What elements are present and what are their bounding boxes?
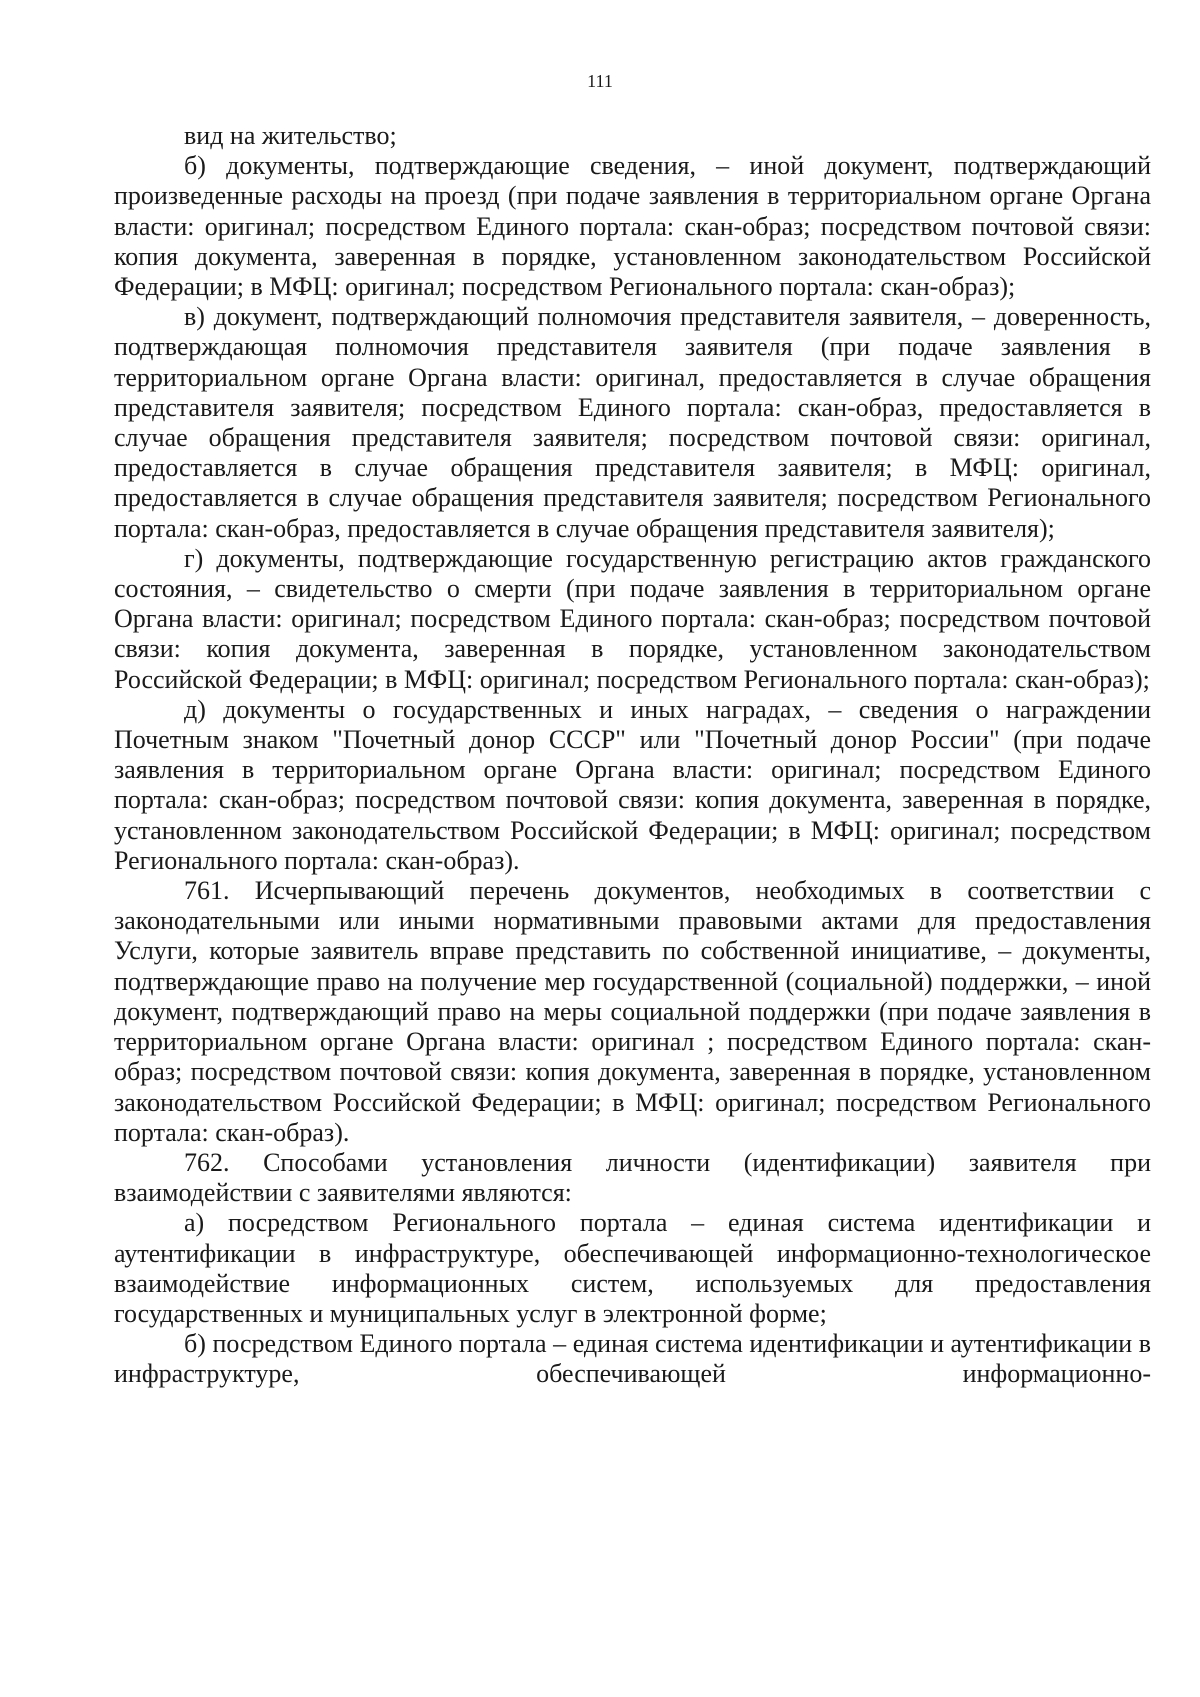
paragraph-item-b-unified-portal: б) посредством Единого портала – единая система идентификации и аутентификации в инфраструктуре, обеспечивающей информационно- [114,1329,1151,1389]
paragraph-item-v-representative: в) документ, подтверждающий полномочия представителя заявителя, – доверенность, подтверждающая полномочия представителя заявителя (при подаче заявления в территориальном органе Органа власти: оригинал, предоставляется в случае обращения представителя заявителя; посредством Единого портала: скан-образ, предоставляется в случае обращения представителя заявителя; посредством почтовой связи: оригинал, предоставляется в случае обращения представителя заявителя; в МФЦ: оригинал, предоставляется в случае обращения представителя заявителя; посредством Регионального портала: скан-образ, предоставляется в случае обращения представителя заявителя); [114,302,1151,543]
page-number: 111 [587,71,613,91]
paragraph-residence-permit: вид на жительство; [184,121,397,150]
document-body [114,121,1151,1390]
paragraph-item-d-awards: д) документы о государственных и иных наградах, – сведения о награждении Почетным знаком "Почетный донор СССР" или "Почетный донор России" (при подаче заявления в территориальном органе Органа власти: оригинал; посредством Единого портала: скан-образ; посредством почтовой связи: копия документа, заверенная в порядке, установленном законодательством Российской Федерации; в МФЦ: оригинал; посредством Регионального портала: скан-образ). [114,694,1151,875]
paragraph-item-a-regional-portal: а) посредством Регионального портала – единая система идентификации и аутентификации в инфраструктуре, обеспечивающей информационно-технологическое взаимодействие информационных систем, используемых для предоставления государственных и муниципальных услуг в электронной форме; [114,1208,1151,1328]
paragraph-762-identification-methods: 762. Способами установления личности (идентификации) заявителя при взаимодействии с заявителями являются: [114,1147,1151,1208]
paragraph-761-documents-list: 761. Исчерпывающий перечень документов, необходимых в соответствии с законодательными или иными нормативными правовыми актами для предоставления Услуги, которые заявитель вправе представить по собственной инициативе, – документы, подтверждающие право на получение мер государственной (социальной) поддержки, – иной документ, подтверждающий право на меры социальной поддержки (при подаче заявления в территориальном органе Органа власти: оригинал ; посредством Единого портала: скан-образ; посредством почтовой связи: копия документа, заверенная в порядке, установленном законодательством Российской Федерации; в МФЦ: оригинал; посредством Регионального портала: скан-образ). [114,876,1151,1147]
paragraph-item-g-civil-registration: г) документы, подтверждающие государственную регистрацию актов гражданского состояния, – свидетельство о смерти (при подаче заявления в территориальном органе Органа власти: оригинал; посредством Единого портала: скан-образ; посредством почтовой связи: копия документа, заверенная в порядке, установленном законодательством Российской Федерации; в МФЦ: оригинал; посредством Регионального портала: скан-образ); [114,543,1151,694]
paragraph-item-b-travel-expenses: б) документы, подтверждающие сведения, – иной документ, подтверждающий произведенные расходы на проезд (при подаче заявления в территориальном органе Органа власти: оригинал; посредством Единого портала: скан-образ; посредством почтовой связи: копия документа, заверенная в порядке, установленном законодательством Российской Федерации; в МФЦ: оригинал; посредством Регионального портала: скан-образ); [114,151,1151,302]
